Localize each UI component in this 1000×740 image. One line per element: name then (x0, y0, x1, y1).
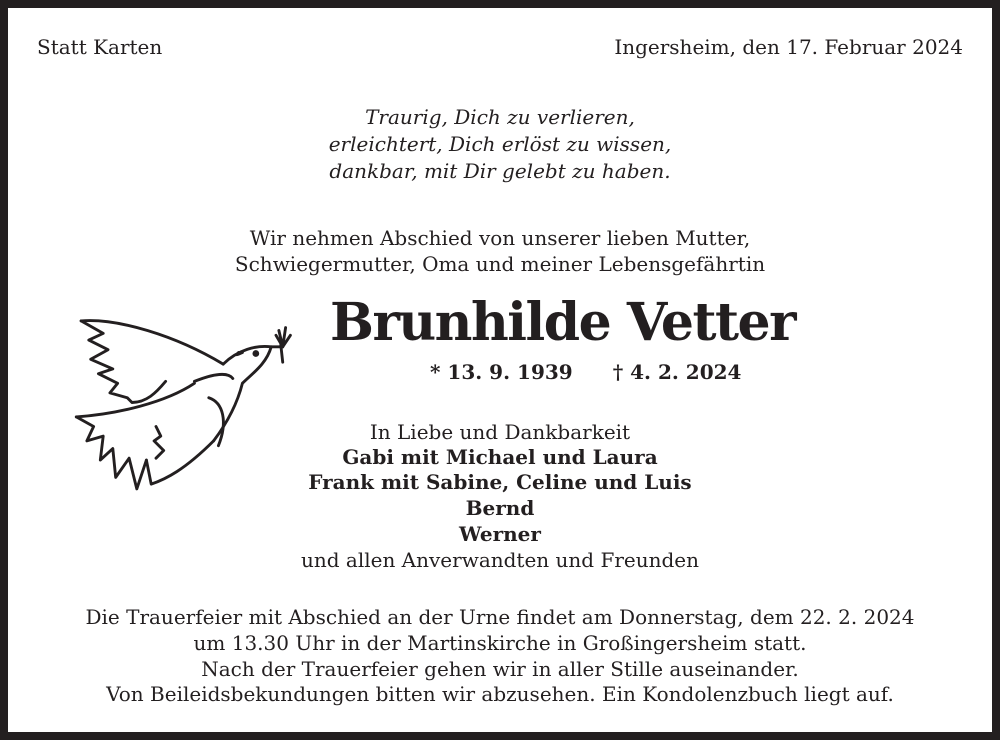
header-left: Statt Karten (37, 35, 163, 59)
poem-line: Traurig, Dich zu verlieren, (365, 105, 635, 129)
mourners-intro: In Liebe und Dankbarkeit (369, 420, 631, 444)
ceremony-line: Von Beileidsbekundungen bitten wir abzusehen. Ein Kondolenzbuch liegt auf. (106, 682, 894, 706)
intro-line: Wir nehmen Abschied von unserer lieben Mutter, (249, 226, 751, 250)
birth-date: * 13. 9. 1939 (430, 360, 573, 384)
life-dates (430, 360, 781, 384)
intro-line: Schwiegermutter, Oma und meiner Lebensgefährtin (234, 252, 766, 276)
header-date: Ingersheim, den 17. Februar 2024 (614, 35, 963, 59)
ceremony-line: Die Trauerfeier mit Abschied an der Urne findet am Donnerstag, dem 22. 2. 2024 (85, 605, 915, 629)
poem-line: erleichtert, Dich erlöst zu wissen, (328, 132, 672, 156)
ceremony-line: Nach der Trauerfeier gehen wir in aller Stille auseinander. (201, 657, 799, 681)
ceremony-line: um 13.30 Uhr in der Martinskirche in Großingersheim statt. (193, 631, 807, 655)
mourner-name: Frank mit Sabine, Celine und Luis (308, 470, 692, 494)
mourner-name: Werner (459, 522, 541, 546)
death-date: † 4. 2. 2024 (612, 360, 742, 384)
deceased-name: Brunhilde Vetter (330, 292, 795, 353)
mourners-closing: und allen Anverwandten und Freunden (300, 548, 700, 572)
mourner-name: Bernd (465, 496, 535, 520)
mourner-name: Gabi mit Michael und Laura (342, 445, 658, 469)
poem-line: dankbar, mit Dir gelebt zu haben. (329, 159, 671, 183)
